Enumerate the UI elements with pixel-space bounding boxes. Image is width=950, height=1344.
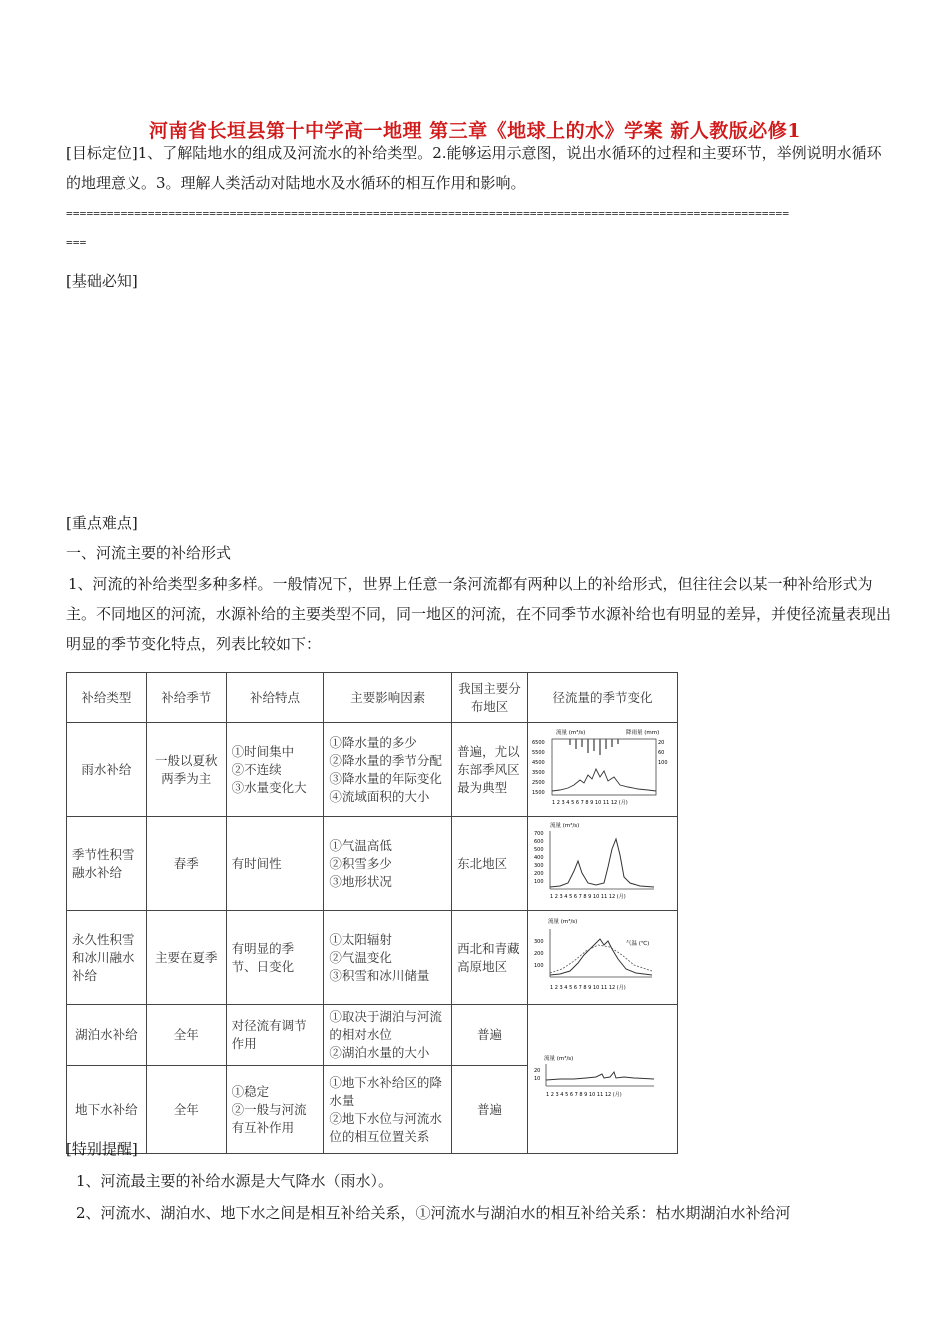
- type-cell: 湖泊水补给: [67, 1005, 147, 1066]
- chart-label: 流量 (m³/s): [547, 919, 578, 925]
- table-row: [67, 723, 678, 817]
- y-tick: 5500: [531, 750, 545, 756]
- features-cell: 有时间性: [226, 817, 324, 911]
- y-tick: 6500: [531, 740, 545, 746]
- groundwater-runoff-chart: [527, 1005, 677, 1154]
- factors-cell: ①气温高低 ②积雪多少 ③地形状况: [324, 817, 452, 911]
- y-tick-right: 100: [657, 760, 668, 766]
- y-tick: 300: [533, 939, 544, 945]
- header-cell: 我国主要分布地区: [452, 673, 528, 723]
- y-tick-right: 20: [657, 740, 665, 746]
- y-tick: 20: [533, 1067, 541, 1074]
- note-2: 2、河流水、湖泊水、地下水之间是相互补给关系，①河流水与湖泊水的相互补给关系：枯水期湖泊水补给河: [76, 1204, 791, 1222]
- factors-cell: ①降水量的多少 ②降水量的季节分配 ③降水量的年际变化 ④流域面积的大小: [324, 723, 452, 817]
- y-tick: 100: [533, 879, 544, 885]
- y-tick-labels: [534, 1068, 540, 1082]
- y-tick: 3500: [531, 770, 545, 776]
- factors-cell: ①取决于湖泊与河流的相对水位 ②湖泊水量的大小: [324, 1005, 452, 1066]
- note-1: 1、河流最主要的补给水源是大气降水（雨水）。: [76, 1172, 394, 1190]
- snowmelt-runoff-chart: [527, 817, 677, 911]
- chart-label: 流量 (m³/s): [555, 730, 586, 736]
- runoff-line: [552, 769, 656, 791]
- season-cell: 全年: [146, 1066, 226, 1154]
- key-points-heading: [重点难点]: [66, 514, 138, 532]
- x-ticks: 1 2 3 4 5 6 7 8 9 10 11 12 (月): [549, 985, 626, 991]
- y-tick: 1500: [531, 790, 545, 796]
- temperature-line: [550, 945, 652, 973]
- table-row: [67, 1005, 678, 1066]
- region-cell: 普遍: [452, 1005, 528, 1066]
- recharge-table: [66, 672, 678, 1144]
- y-tick: 400: [533, 855, 544, 861]
- season-cell: 春季: [146, 817, 226, 911]
- basics-heading: [基础必知]: [66, 272, 138, 290]
- season-cell: 全年: [146, 1005, 226, 1066]
- type-cell: 季节性积雪融水补给: [67, 817, 147, 911]
- features-cell: 对径流有调节作用: [226, 1005, 324, 1066]
- y-tick-labels: [534, 831, 544, 885]
- y-tick: 500: [533, 847, 544, 853]
- separator-line: ==========================================================================================================: [66, 207, 790, 220]
- features-cell: ①时间集中 ②不连续 ③水量变化大: [226, 723, 324, 817]
- factors-cell: ①地下水补给区的降水量 ②地下水位与河流水位的相互位置关系: [324, 1066, 452, 1154]
- y-tick-labels: [534, 939, 544, 969]
- header-cell: 补给特点: [226, 673, 324, 723]
- y-tick: 100: [533, 963, 544, 969]
- region-cell: 普遍: [452, 1066, 528, 1154]
- header-cell: 主要影响因素: [324, 673, 452, 723]
- y-tick: 200: [533, 871, 544, 877]
- header-cell: 径流量的季节变化: [527, 673, 677, 723]
- table-row: [67, 817, 678, 911]
- season-cell: 主要在夏季: [146, 911, 226, 1005]
- y-tick: 2500: [531, 780, 545, 786]
- chart-label: 流量 (m³/s): [543, 1055, 574, 1062]
- type-cell: 雨水补给: [67, 723, 147, 817]
- x-ticks: 1 2 3 4 5 6 7 8 9 10 11 12 (月): [549, 894, 626, 900]
- header-cell: 补给季节: [146, 673, 226, 723]
- runoff-line: [550, 839, 654, 887]
- x-ticks: 1 2 3 4 5 6 7 8 9 10 11 12 (月): [545, 1091, 622, 1098]
- glacier-runoff-chart: [527, 911, 677, 1005]
- features-cell: 有明显的季节、日变化: [226, 911, 324, 1005]
- table-row: [67, 911, 678, 1005]
- season-cell: 一般以夏秋两季为主: [146, 723, 226, 817]
- y-tick-right: 60: [657, 750, 665, 756]
- header-cell: 补给类型: [67, 673, 147, 723]
- region-cell: 东北地区: [452, 817, 528, 911]
- features-cell: ①稳定 ②一般与河流有互补作用: [226, 1066, 324, 1154]
- type-cell: 永久性积雪和冰川融水补给: [67, 911, 147, 1005]
- y-tick: 4500: [531, 760, 545, 766]
- rainfall-bars: [570, 739, 618, 755]
- rain-runoff-chart: [527, 723, 677, 817]
- x-ticks: 1 2 3 4 5 6 7 8 9 10 11 12 (月): [551, 800, 628, 806]
- region-cell: 西北和青藏高原地区: [452, 911, 528, 1005]
- runoff-line: [546, 1072, 654, 1080]
- section-paragraph: 1、河流的补给类型多种多样。一般情况下，世界上任意一条河流都有两种以上的补给形式，但往往会以某一种补给形式为主。不同地区的河流，水源补给的主要类型不同，同一地区的河流，在不同季节水源补给也有明显的差异，并使径流量表现出明显的季节变化特点，列表比较如下：: [66, 575, 892, 653]
- chart-label: 降雨量 (mm): [625, 730, 660, 736]
- chart-label: 气温 (℃): [625, 941, 650, 947]
- factors-cell: ①太阳辐射 ②气温变化 ③积雪和冰川储量: [324, 911, 452, 1005]
- plot-frame: [552, 739, 656, 795]
- page-title: 河南省长垣县第十中学高一地理 第三章《地球上的水》学案 新人教版必修1: [149, 120, 801, 142]
- y-tick: 200: [533, 951, 544, 957]
- separator-line-end: ===: [66, 236, 87, 249]
- type-cell: 地下水补给: [67, 1066, 147, 1154]
- region-cell: 普遍，尤以东部季风区最为典型: [452, 723, 528, 817]
- objectives-text: [目标定位]1、了解陆地水的组成及河流水的补给类型。2.能够运用示意图，说出水循环的过程和主要环节，举例说明水循环的地理意义。3。理解人类活动对陆地水及水循环的相互作用和影响。: [66, 144, 882, 192]
- y-tick: 700: [533, 831, 544, 837]
- y-tick: 600: [533, 839, 544, 845]
- y-tick: 10: [533, 1075, 541, 1082]
- table-header-row: [67, 673, 678, 723]
- chart-label: 流量 (m³/s): [549, 823, 580, 829]
- special-heading: [特别提醒]: [66, 1140, 138, 1158]
- y-tick: 300: [533, 863, 544, 869]
- section-heading: 一、河流主要的补给形式: [66, 544, 232, 562]
